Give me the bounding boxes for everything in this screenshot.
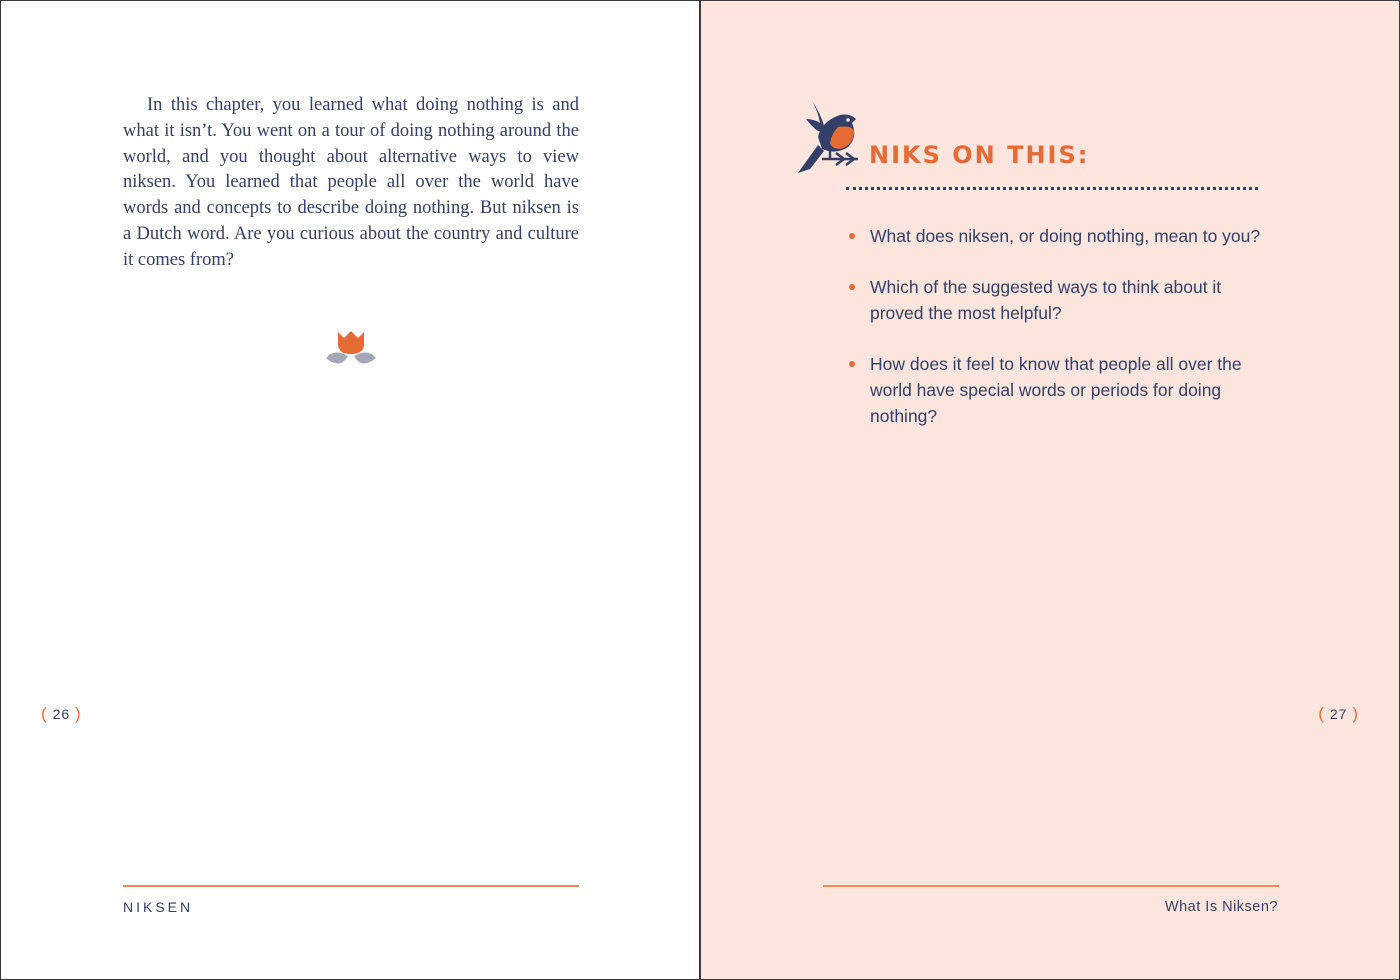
footer-rule-left <box>123 885 579 887</box>
reflection-question-list <box>849 223 1269 454</box>
folio-open-paren: ( <box>1318 704 1325 723</box>
footer-rule-right <box>823 885 1279 887</box>
question-text: Which of the suggested ways to think about it proved the most helpful? <box>870 277 1222 323</box>
dotted-divider <box>846 187 1258 190</box>
folio-close-paren: ) <box>75 704 82 723</box>
left-page <box>1 1 701 979</box>
tulip-icon <box>324 330 378 374</box>
right-page <box>701 1 1399 979</box>
bullet-icon <box>849 284 855 290</box>
page-number-left <box>41 704 82 724</box>
page-number-value: 26 <box>52 706 71 722</box>
bullet-icon <box>849 361 855 367</box>
list-item <box>849 274 1269 326</box>
list-item <box>849 223 1269 249</box>
chapter-summary-paragraph: In this chapter, you learned what doing nothing is and what it isn’t. You went on a tour of doing nothing around the world, and you thought about alternative ways to view niksen. You learned that people all over the world have words and concepts to describe doing nothing. But niksen is a Dutch word. Are you curious about the country and culture it comes from? <box>123 95 579 270</box>
page-number-value: 27 <box>1329 706 1348 722</box>
running-footer-book-title: NIKSEN <box>123 899 194 915</box>
question-text: How does it feel to know that people all over the world have special words or periods for doing nothing? <box>870 354 1242 426</box>
bird-icon <box>796 97 862 175</box>
folio-close-paren: ) <box>1352 704 1359 723</box>
discussion-box-title: NIKS ON THIS: <box>869 141 1090 169</box>
page-number-right <box>1318 704 1359 724</box>
running-footer-chapter-title: What Is Niksen? <box>1164 899 1278 915</box>
question-text: What does niksen, or doing nothing, mean to you? <box>870 226 1261 246</box>
bullet-icon <box>849 233 855 239</box>
folio-open-paren: ( <box>41 704 48 723</box>
list-item <box>849 351 1269 429</box>
